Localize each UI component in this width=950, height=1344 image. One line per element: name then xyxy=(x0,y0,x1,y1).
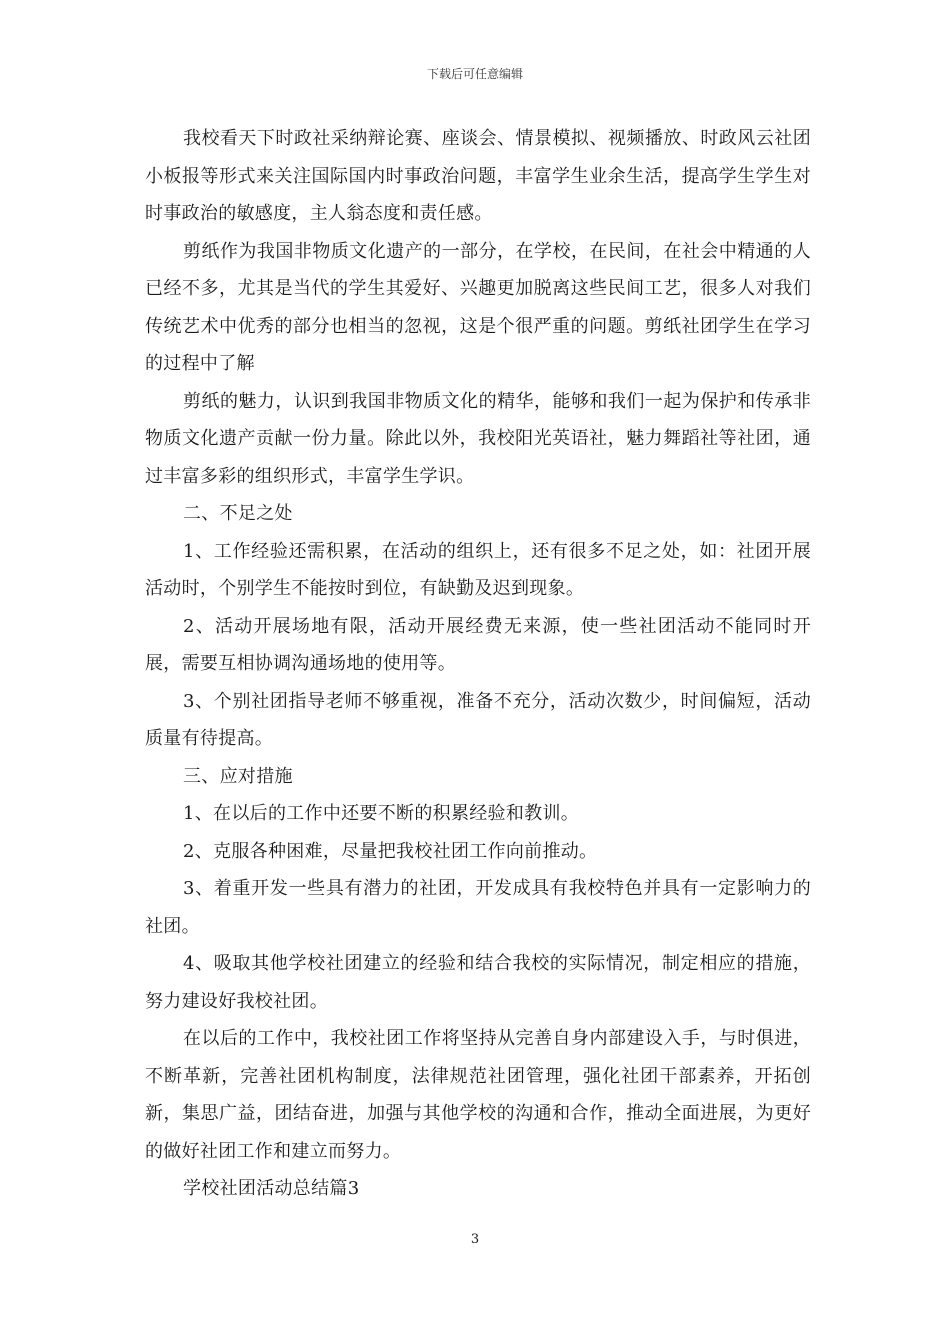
shortcoming-item-1: 1、工作经验还需积累，在活动的组织上，还有很多不足之处，如：社团开展活动时，个别学生不能按时到位，有缺勤及迟到现象。 xyxy=(145,540,811,599)
measure-item-1: 1、在以后的工作中还要不断的积累经验和教训。 xyxy=(183,803,580,824)
document-body xyxy=(145,120,811,1208)
page-number: 3 xyxy=(470,1232,480,1247)
measure-item-3: 3、着重开发一些具有潜力的社团，开发成具有我校特色并具有一定影响力的社团。 xyxy=(145,878,811,937)
section-heading-measures: 三、应对措施 xyxy=(183,765,293,787)
measure-item-4: 4、吸取其他学校社团建立的经验和结合我校的实际情况，制定相应的措施，努力建设好我校社团。 xyxy=(145,953,811,1012)
next-section-title: 学校社团活动总结篇3 xyxy=(183,1178,360,1199)
measure-item-2: 2、克服各种困难，尽量把我校社团工作向前推动。 xyxy=(183,840,598,862)
page-header: 下载后可任意编辑 xyxy=(426,67,523,81)
paragraph-political-club: 我校看天下时政社采纳辩论赛、座谈会、情景模拟、视频播放、时政风云社团小板报等形式来关注国际国内时事政治问题，丰富学生业余生活，提高学生学生对时事政治的敏感度，主人翁态度和责任感。 xyxy=(145,128,811,224)
paragraph-paper-cutting: 剪纸作为我国非物质文化遗产的一部分，在学校，在民间，在社会中精通的人已经不多，尤其是当代的学生其爱好、兴趣更加脱离这些民间工艺，很多人对我们传统艺术中优秀的部分也相当的忽视，这是个很严重的问题。剪纸社团学生在学习的过程中了解 xyxy=(145,240,811,374)
shortcoming-item-2: 2、活动开展场地有限，活动开展经费无来源，使一些社团活动不能同时开展，需要互相协调沟通场地的使用等。 xyxy=(145,615,811,674)
paragraph-paper-cutting-continued: 剪纸的魅力，认识到我国非物质文化的精华，能够和我们一起为保护和传承非物质文化遗产贡献一份力量。除此以外，我校阳光英语社，魅力舞蹈社等社团，通过丰富多彩的组织形式，丰富学生学识。 xyxy=(145,390,811,487)
section-heading-shortcomings: 二、不足之处 xyxy=(183,503,293,524)
shortcoming-item-3: 3、个别社团指导老师不够重视，准备不充分，活动次数少，时间偏短，活动质量有待提高。 xyxy=(145,690,811,749)
paragraph-conclusion: 在以后的工作中，我校社团工作将坚持从完善自身内部建设入手，与时俱进，不断革新，完善社团机构制度，法律规范社团管理，强化社团干部素养，开拓创新，集思广益，团结奋进，加强与其他学校的沟通和合作，推动全面进展，为更好的做好社团工作和建立而努力。 xyxy=(145,1028,811,1162)
